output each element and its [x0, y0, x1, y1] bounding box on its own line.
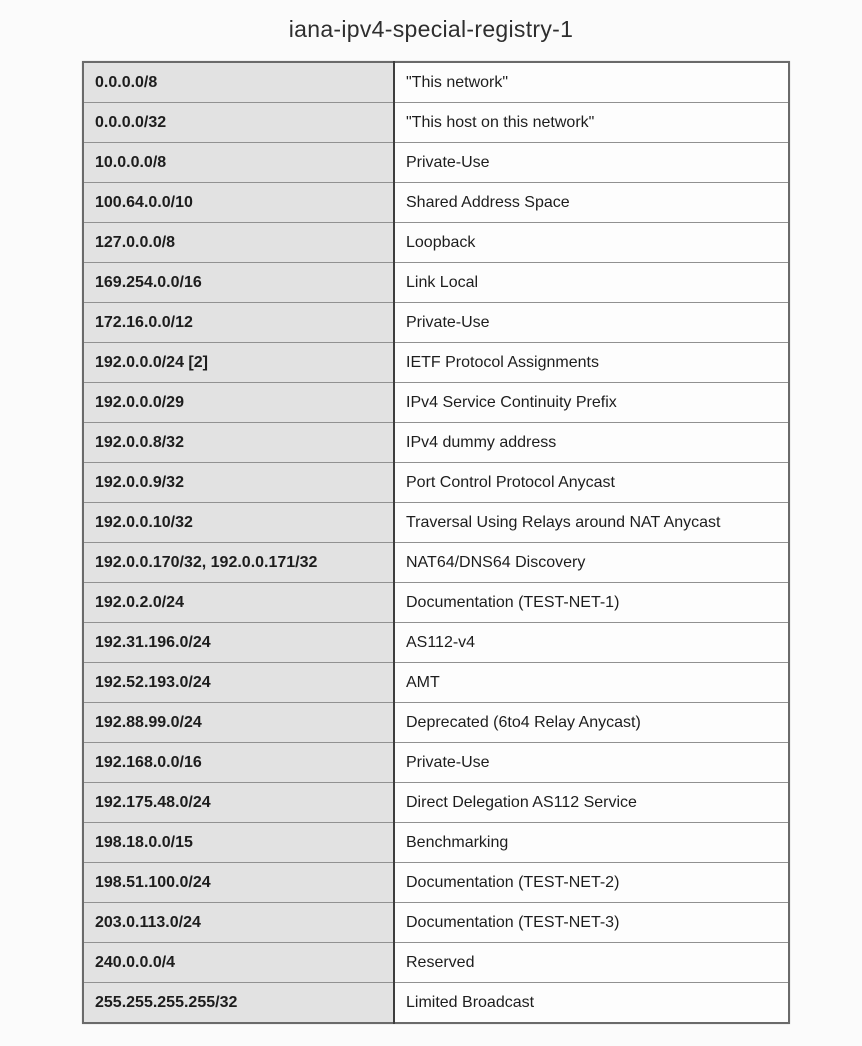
registry-table-body: [83, 62, 789, 1023]
name-cell: IPv4 Service Continuity Prefix: [394, 383, 789, 423]
table-row: [83, 62, 789, 103]
table-row: [83, 383, 789, 423]
address-block-cell: 192.168.0.0/16: [83, 743, 394, 783]
name-cell: Limited Broadcast: [394, 983, 789, 1024]
name-cell: Documentation (TEST-NET-1): [394, 583, 789, 623]
name-cell: Shared Address Space: [394, 183, 789, 223]
address-block-cell: 198.18.0.0/15: [83, 823, 394, 863]
address-block-cell: 172.16.0.0/12: [83, 303, 394, 343]
table-row: [83, 663, 789, 703]
name-cell: Port Control Protocol Anycast: [394, 463, 789, 503]
address-block-cell: 192.52.193.0/24: [83, 663, 394, 703]
table-row: [83, 903, 789, 943]
name-cell: Direct Delegation AS112 Service: [394, 783, 789, 823]
table-row: [83, 823, 789, 863]
address-block-cell: 0.0.0.0/32: [83, 103, 394, 143]
ipv4-special-registry-table: [82, 61, 790, 1024]
name-cell: "This network": [394, 62, 789, 103]
name-cell: IETF Protocol Assignments: [394, 343, 789, 383]
name-cell: Documentation (TEST-NET-2): [394, 863, 789, 903]
table-row: [83, 503, 789, 543]
page-title: iana-ipv4-special-registry-1: [288, 16, 574, 42]
address-block-cell: 198.51.100.0/24: [83, 863, 394, 903]
table-row: [83, 183, 789, 223]
table-row: [83, 543, 789, 583]
table-row: [83, 623, 789, 663]
address-block-cell: 192.0.0.9/32: [83, 463, 394, 503]
name-cell: Private-Use: [394, 143, 789, 183]
name-cell: AMT: [394, 663, 789, 703]
address-block-cell: 192.0.0.170/32, 192.0.0.171/32: [83, 543, 394, 583]
name-cell: Private-Use: [394, 743, 789, 783]
name-cell: Benchmarking: [394, 823, 789, 863]
address-block-cell: 192.31.196.0/24: [83, 623, 394, 663]
table-row: [83, 343, 789, 383]
name-cell: Link Local: [394, 263, 789, 303]
name-cell: Loopback: [394, 223, 789, 263]
address-block-cell: 192.0.0.0/29: [83, 383, 394, 423]
address-block-cell: 192.0.0.10/32: [83, 503, 394, 543]
address-block-cell: 255.255.255.255/32: [83, 983, 394, 1024]
address-block-cell: 100.64.0.0/10: [83, 183, 394, 223]
name-cell: Documentation (TEST-NET-3): [394, 903, 789, 943]
address-block-cell: 0.0.0.0/8: [83, 62, 394, 103]
table-row: [83, 463, 789, 503]
table-row: [83, 703, 789, 743]
address-block-cell: 127.0.0.0/8: [83, 223, 394, 263]
table-row: [83, 303, 789, 343]
address-block-cell: 192.0.0.0/24 [2]: [83, 343, 394, 383]
name-cell: Private-Use: [394, 303, 789, 343]
address-block-cell: 192.175.48.0/24: [83, 783, 394, 823]
table-row: [83, 983, 789, 1024]
name-cell: Deprecated (6to4 Relay Anycast): [394, 703, 789, 743]
table-row: [83, 583, 789, 623]
table-row: [83, 423, 789, 463]
table-row: [83, 783, 789, 823]
name-cell: IPv4 dummy address: [394, 423, 789, 463]
name-cell: Reserved: [394, 943, 789, 983]
address-block-cell: 240.0.0.0/4: [83, 943, 394, 983]
address-block-cell: 169.254.0.0/16: [83, 263, 394, 303]
name-cell: "This host on this network": [394, 103, 789, 143]
table-row: [83, 743, 789, 783]
address-block-cell: 192.0.0.8/32: [83, 423, 394, 463]
name-cell: NAT64/DNS64 Discovery: [394, 543, 789, 583]
table-row: [83, 863, 789, 903]
address-block-cell: 203.0.113.0/24: [83, 903, 394, 943]
table-row: [83, 103, 789, 143]
table-row: [83, 943, 789, 983]
table-row: [83, 223, 789, 263]
address-block-cell: 192.88.99.0/24: [83, 703, 394, 743]
address-block-cell: 10.0.0.0/8: [83, 143, 394, 183]
name-cell: AS112-v4: [394, 623, 789, 663]
address-block-cell: 192.0.2.0/24: [83, 583, 394, 623]
name-cell: Traversal Using Relays around NAT Anycast: [394, 503, 789, 543]
table-row: [83, 143, 789, 183]
table-row: [83, 263, 789, 303]
